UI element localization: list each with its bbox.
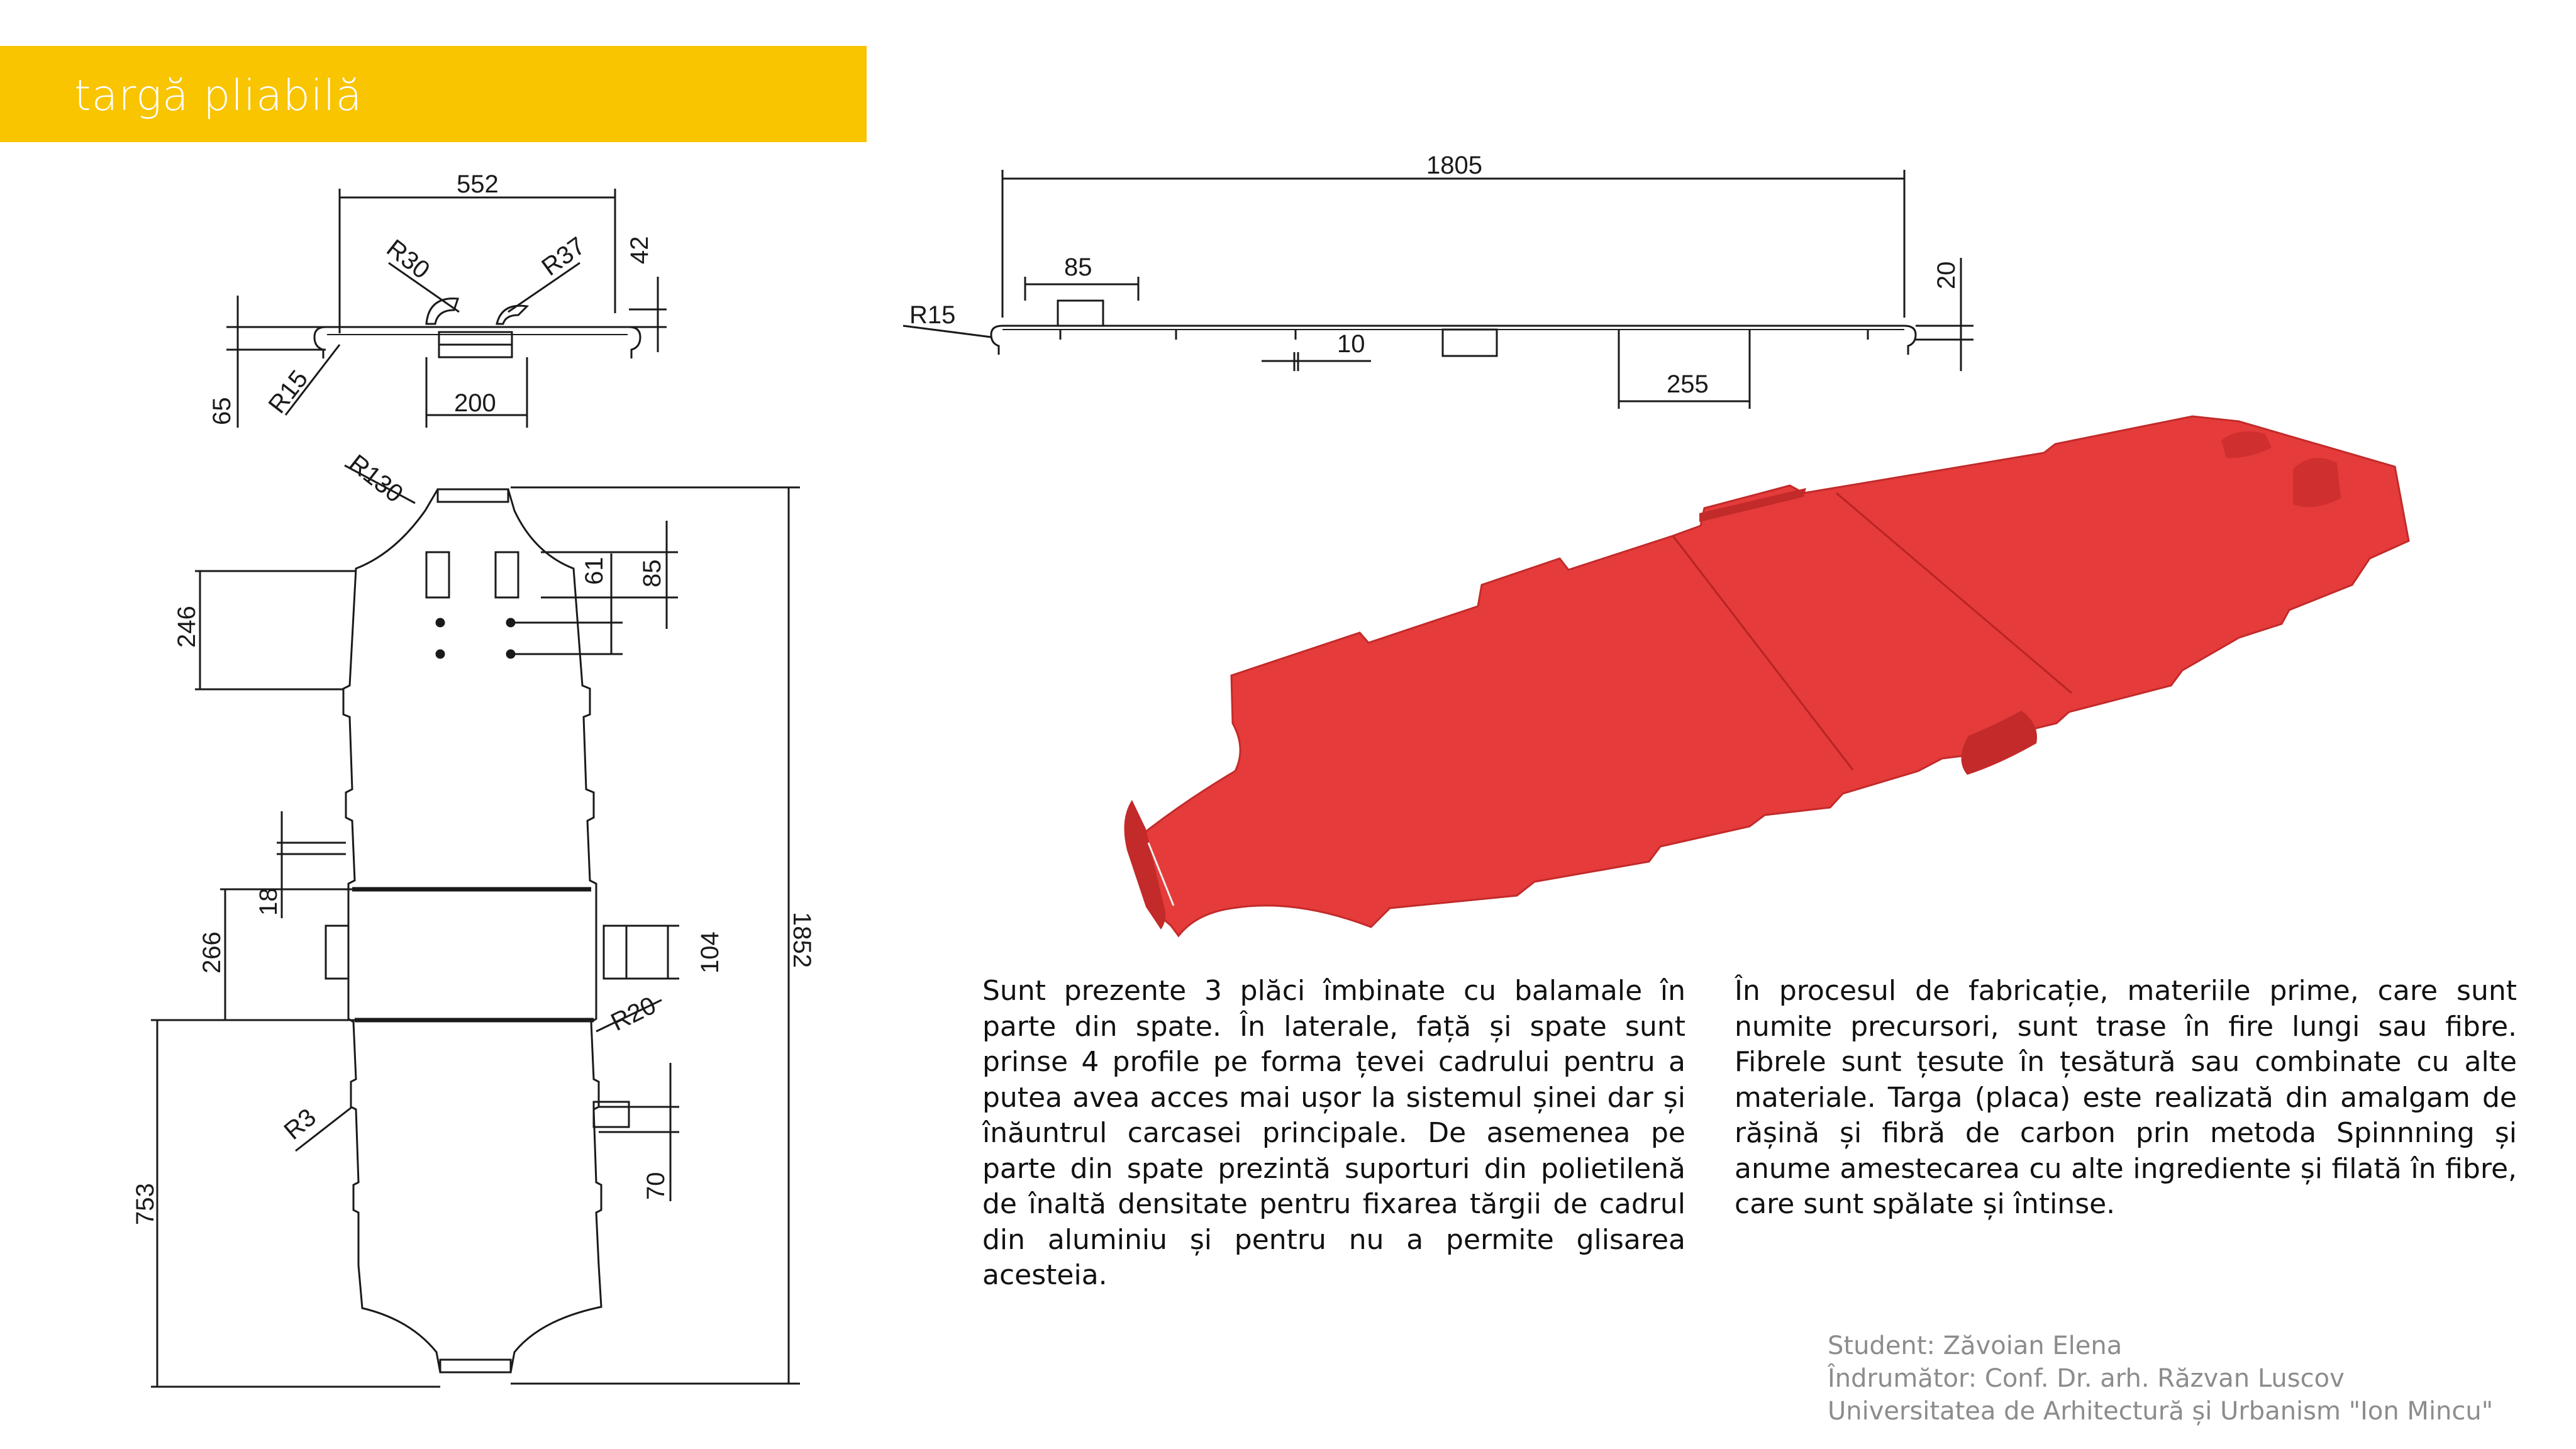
dim-246: 246 [173,606,201,648]
plan-view-labels [131,449,816,1225]
dim-85-plan: 85 [638,559,666,587]
description-right: În procesul de fabricație, materiile prime, care sunt numite precursori, sunt trase în fire lungi sau fibre. Fibrele sunt țesute în țesătură sau combinate cu alte materiale. Targa (placa) este realizată din amalgam de rășină și fibră de carbon prin metoda Spinnning și anume amestecarea cu alte ingrediente și filată în fibre, care sunt spălate și întinse. [1735,975,2517,1220]
credit-student: Student: Zăvoian Elena [1828,1331,2123,1360]
page-title: targă pliabilă [74,71,363,121]
dim-18: 18 [255,887,282,916]
dim-65: 65 [208,397,236,425]
stretcher-3d-render [1124,416,2409,936]
cross-section-labels [208,170,653,425]
dim-r30: R30 [381,234,435,285]
dim-266: 266 [198,931,226,974]
credit-university: Universitatea de Arhitectură și Urbanism "Ion Mincu" [1828,1397,2494,1426]
description-left: Sunt prezente 3 plăci îmbinate cu balamale în parte din spate. În laterale, față și spate sunt prinse 4 profile pe forma țevei cadrului pentru a putea avea acces mai ușor la sistemul șinei dar și înăuntrul carcasei principale. De asemenea pe parte din spate prezintă suporturi din polietilenă de înaltă densitate pentru fixarea tărgii de cadrul din aluminiu și pentru nu a permite glisarea acesteia. [982,975,1685,1291]
dim-85-side: 85 [1064,253,1092,281]
dim-20: 20 [1933,261,1960,289]
dim-r15-section: R15 [263,365,314,419]
credits-block [1828,1330,2493,1428]
dim-70: 70 [642,1172,670,1200]
dim-r15-side: R15 [909,301,956,329]
dim-r37: R37 [536,231,591,282]
dim-200: 200 [454,389,496,417]
dim-1805: 1805 [1426,152,1482,179]
dim-10: 10 [1337,330,1365,358]
dim-104: 104 [696,931,724,974]
side-view-labels [909,152,1960,398]
dim-61: 61 [580,557,608,585]
dim-42: 42 [626,236,653,264]
dim-r130: R130 [343,449,408,508]
side-view-drawing [903,170,1974,409]
dim-552: 552 [457,170,499,198]
plan-view-drawing [151,465,800,1387]
dim-r3: R3 [279,1103,321,1145]
dim-753: 753 [131,1183,159,1225]
dim-255: 255 [1667,370,1709,398]
credit-advisor: Îndrumător: Conf. Dr. arh. Răzvan Luscov [1828,1364,2345,1393]
dim-r20: R20 [606,991,660,1037]
dim-1852: 1852 [788,912,816,968]
